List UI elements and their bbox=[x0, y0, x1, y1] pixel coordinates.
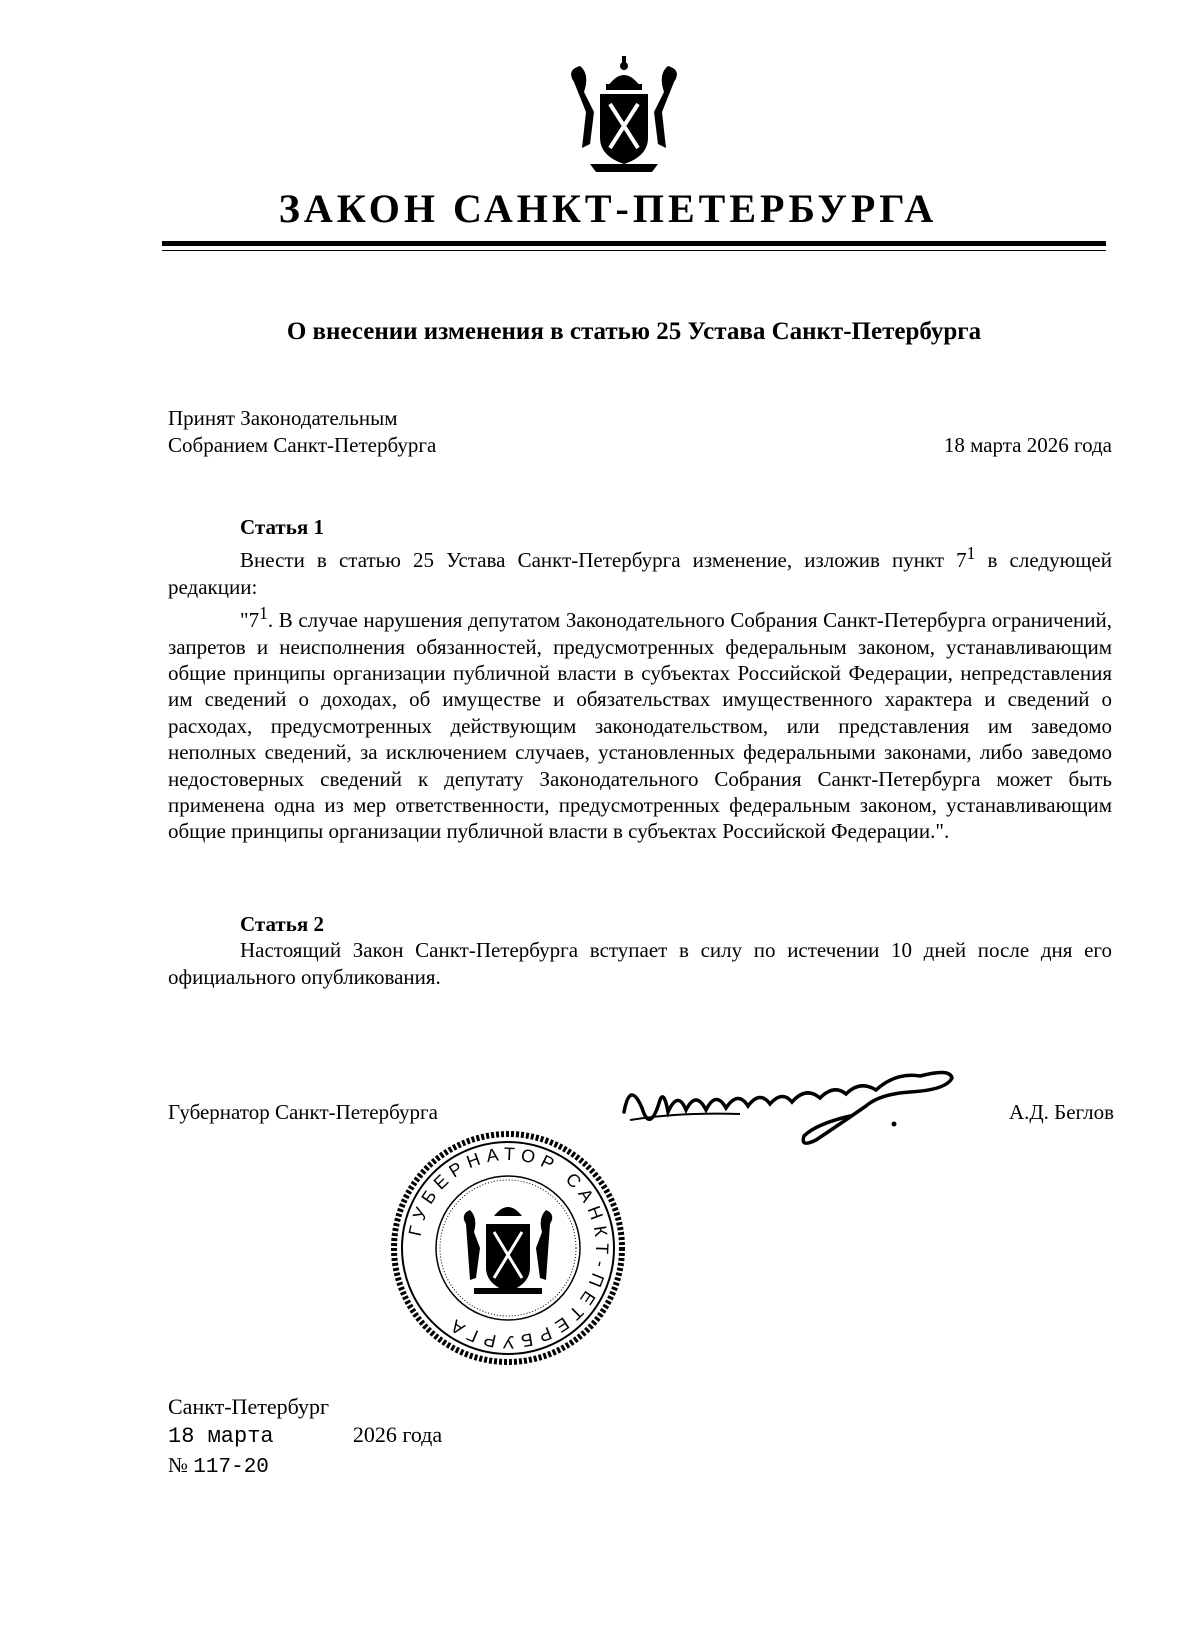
adoption-line-1: Принят Законодательным bbox=[168, 406, 398, 430]
signer-position: Губернатор Санкт-Петербурга bbox=[168, 1100, 438, 1124]
footer-number-label: № bbox=[168, 1453, 189, 1477]
article-1-intro-sup: 1 bbox=[966, 543, 976, 564]
coat-of-arms-emblem bbox=[560, 52, 688, 180]
adoption-block bbox=[168, 405, 436, 459]
law-subject: О внесении изменения в статью 25 Устава Санкт-Петербурга bbox=[286, 318, 982, 345]
article-1-quote-sup: 1 bbox=[259, 603, 268, 624]
handwritten-signature bbox=[620, 1050, 1000, 1150]
footer-block bbox=[168, 1393, 442, 1482]
article-2-text: Настоящий Закон Санкт-Петербурга вступает в силу по истечении 10 дней после дня его официального опубликования. bbox=[168, 938, 1112, 989]
footer-year: 2026 года bbox=[352, 1422, 443, 1447]
footer-number-value: 117-20 bbox=[193, 1456, 269, 1479]
article-1-intro bbox=[168, 540, 1112, 600]
adoption-line-2: Собранием Санкт-Петербурга bbox=[168, 433, 437, 457]
article-1-intro-tail: в следующей редакции: bbox=[168, 548, 1112, 599]
article-1-intro-text: Внести в статью 25 Устава Санкт-Петербурга изменение, изложив пункт 7 bbox=[240, 548, 967, 573]
title-divider-thin bbox=[162, 250, 1106, 251]
footer-date bbox=[168, 1421, 442, 1451]
signer-name: А.Д. Беглов bbox=[1008, 1100, 1114, 1124]
article-1-quote bbox=[168, 600, 1112, 845]
article-1-quote-text: . В случае нарушения депутатом Законодательного Собрания Санкт-Петербурга ограничений, запретов и неисполнения обязанностей, предусмотренных федеральным законом, устанавливающим общие принципы организации публичной власти в субъектах Российской Федерации, непредставления им сведений о доходах, об имуществе и обязательствах имущественного характера и сведений о расходах, предусмотренных действующим законодательством, или представления им заведомо неполных сведений, за исключением случаев, установленных федеральными законами, либо заведомо недостоверных сведений к депутату Законодательного Собрания Санкт-Петербурга может быть применена одна из мер ответственности, предусмотренных федеральным законом, устанавливающим общие принципы организации публичной власти в субъектах Российской Федерации.". bbox=[168, 608, 1112, 844]
title-divider-thick bbox=[162, 241, 1106, 246]
article-2-title: Статья 2 bbox=[240, 912, 324, 936]
article-2 bbox=[168, 911, 1112, 990]
footer-day-month: 18 марта bbox=[168, 1424, 274, 1449]
governor-seal bbox=[388, 1128, 628, 1368]
law-title: ЗАКОН САНКТ-ПЕТЕРБУРГА bbox=[278, 186, 938, 231]
adoption-date: 18 марта 2026 года bbox=[943, 433, 1112, 457]
article-1-quote-start: "7 bbox=[240, 608, 260, 633]
footer-city: Санкт-Петербург bbox=[168, 1394, 329, 1419]
footer-number bbox=[168, 1451, 442, 1482]
article-1 bbox=[168, 514, 1112, 845]
article-1-title: Статья 1 bbox=[240, 515, 324, 539]
seal-outer-text: ГУБЕРНАТОР САНКТ-ПЕТЕРБУРГА bbox=[404, 1143, 613, 1353]
